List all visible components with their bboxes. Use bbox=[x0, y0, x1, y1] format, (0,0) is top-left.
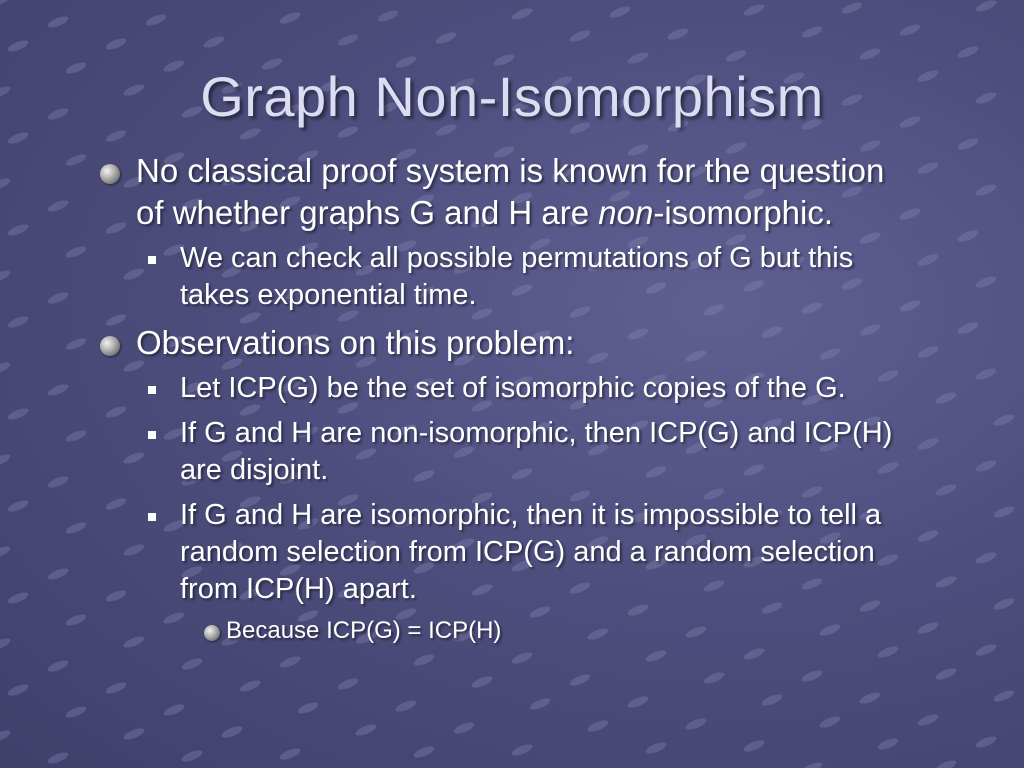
background-dot bbox=[0, 360, 12, 376]
square-bullet-icon bbox=[148, 431, 156, 439]
background-dot bbox=[238, 678, 261, 694]
background-dot bbox=[840, 0, 863, 16]
background-dot bbox=[6, 130, 29, 146]
background-dot bbox=[528, 696, 551, 712]
background-dot bbox=[974, 642, 997, 658]
bullet-text: Observations on this problem: bbox=[136, 324, 575, 361]
background-dot bbox=[934, 574, 957, 590]
background-dot bbox=[974, 734, 997, 750]
bullet-text: If G and H are isomorphic, then it is impossible to tell a random selection from ICP(G) and a random selection from ICP(H) apart. bbox=[180, 499, 882, 605]
background-dot bbox=[64, 336, 87, 352]
background-dot bbox=[6, 314, 29, 330]
sphere-bullet-icon bbox=[100, 164, 120, 184]
bullet-text: Because ICP(G) = ICP(H) bbox=[226, 617, 502, 644]
background-dot bbox=[336, 676, 359, 692]
background-dot bbox=[162, 702, 185, 718]
sphere-bullet-icon bbox=[204, 625, 220, 641]
background-dot bbox=[992, 688, 1015, 704]
background-dot bbox=[180, 656, 203, 672]
background-dot bbox=[64, 152, 87, 168]
background-dot bbox=[568, 28, 591, 44]
background-dot bbox=[434, 30, 457, 46]
background-dot bbox=[858, 46, 881, 62]
background-dot bbox=[934, 666, 957, 682]
background-dot bbox=[800, 24, 823, 40]
background-dot bbox=[6, 682, 29, 698]
background-dot bbox=[64, 612, 87, 628]
background-dot bbox=[898, 22, 921, 38]
slide-body bbox=[100, 150, 920, 652]
bullet-level1 bbox=[100, 150, 920, 234]
background-dot bbox=[6, 498, 29, 514]
background-dot bbox=[46, 750, 69, 766]
background-dot bbox=[278, 746, 301, 762]
bullet-text: No classical proof system is known for the question of whether graphs G and H are bbox=[136, 152, 885, 231]
bullet-level2 bbox=[100, 415, 920, 489]
background-dot bbox=[452, 720, 475, 736]
background-dot bbox=[104, 680, 127, 696]
bullet-text-italic: non bbox=[598, 194, 654, 231]
background-dot bbox=[608, 4, 631, 20]
background-dot bbox=[684, 716, 707, 732]
background-dot bbox=[956, 136, 979, 152]
background-dot bbox=[202, 34, 225, 50]
background-dot bbox=[800, 668, 823, 684]
background-dot bbox=[64, 428, 87, 444]
background-dot bbox=[934, 390, 957, 406]
background-dot bbox=[122, 726, 145, 742]
background-dot bbox=[0, 0, 12, 8]
background-dot bbox=[0, 452, 12, 468]
background-dot bbox=[916, 712, 939, 728]
background-dot bbox=[974, 274, 997, 290]
background-dot bbox=[992, 596, 1015, 612]
background-dot bbox=[180, 748, 203, 764]
bullet-level3 bbox=[100, 616, 920, 646]
background-dot bbox=[354, 722, 377, 738]
background-dot bbox=[992, 504, 1015, 520]
background-dot bbox=[876, 736, 899, 752]
square-bullet-icon bbox=[148, 256, 156, 264]
background-dot bbox=[0, 544, 12, 560]
background-dot bbox=[742, 2, 765, 18]
background-dot bbox=[0, 268, 12, 284]
background-dot bbox=[6, 38, 29, 54]
background-dot bbox=[0, 636, 12, 652]
background-dot bbox=[412, 652, 435, 668]
background-dot bbox=[376, 8, 399, 24]
background-dot bbox=[336, 32, 359, 48]
bullet-level1 bbox=[100, 322, 920, 364]
background-dot bbox=[46, 290, 69, 306]
bullet-level2 bbox=[100, 497, 920, 608]
bullet-text: If G and H are non-isomorphic, then ICP(G) and ICP(H) are disjoint. bbox=[180, 417, 893, 486]
background-dot bbox=[6, 406, 29, 422]
bullet-text: We can check all possible permutations of G but this takes exponential time. bbox=[180, 242, 854, 311]
background-dot bbox=[956, 320, 979, 336]
background-dot bbox=[64, 520, 87, 536]
background-dot bbox=[64, 704, 87, 720]
background-dot bbox=[46, 14, 69, 30]
background-dot bbox=[46, 198, 69, 214]
background-dot bbox=[644, 740, 667, 756]
background-dot bbox=[956, 228, 979, 244]
background-dot bbox=[6, 222, 29, 238]
background-dot bbox=[742, 738, 765, 754]
background-dot bbox=[64, 244, 87, 260]
background-dot bbox=[800, 760, 823, 768]
background-dot bbox=[974, 458, 997, 474]
background-dot bbox=[934, 758, 957, 768]
bullet-level2 bbox=[100, 370, 920, 407]
background-dot bbox=[858, 690, 881, 706]
background-dot bbox=[296, 700, 319, 716]
background-dot bbox=[956, 44, 979, 60]
background-dot bbox=[144, 12, 167, 28]
bullet-level2 bbox=[100, 240, 920, 314]
square-bullet-icon bbox=[148, 386, 156, 394]
background-dot bbox=[974, 366, 997, 382]
background-dot bbox=[0, 728, 12, 744]
slide-title: Graph Non-Isomorphism bbox=[200, 65, 824, 128]
bullet-text: Let ICP(G) be the set of isomorphic copies of the G. bbox=[180, 372, 846, 404]
background-dot bbox=[412, 744, 435, 760]
background-dot bbox=[394, 698, 417, 714]
background-dot bbox=[104, 36, 127, 52]
background-dot bbox=[46, 566, 69, 582]
background-dot bbox=[470, 674, 493, 690]
background-dot bbox=[220, 724, 243, 740]
background-dot bbox=[568, 672, 591, 688]
background-dot bbox=[278, 10, 301, 26]
background-dot bbox=[46, 474, 69, 490]
sphere-bullet-icon bbox=[100, 336, 120, 356]
background-dot bbox=[702, 670, 725, 686]
background-dot bbox=[510, 6, 533, 22]
background-dot bbox=[278, 654, 301, 670]
background-dot bbox=[626, 694, 649, 710]
bullet-text: -isomorphic. bbox=[653, 194, 834, 231]
background-dot bbox=[818, 714, 841, 730]
background-dot bbox=[974, 550, 997, 566]
background-dot bbox=[974, 0, 997, 14]
background-dot bbox=[992, 412, 1015, 428]
background-dot bbox=[46, 382, 69, 398]
background-dot bbox=[586, 718, 609, 734]
background-dot bbox=[510, 742, 533, 758]
background-dot bbox=[46, 658, 69, 674]
background-dot bbox=[510, 650, 533, 666]
background-dot bbox=[760, 692, 783, 708]
background-dot bbox=[934, 482, 957, 498]
background-dot bbox=[6, 590, 29, 606]
background-dot bbox=[666, 26, 689, 42]
background-dot bbox=[974, 182, 997, 198]
square-bullet-icon bbox=[148, 513, 156, 521]
background-dot bbox=[0, 176, 12, 192]
